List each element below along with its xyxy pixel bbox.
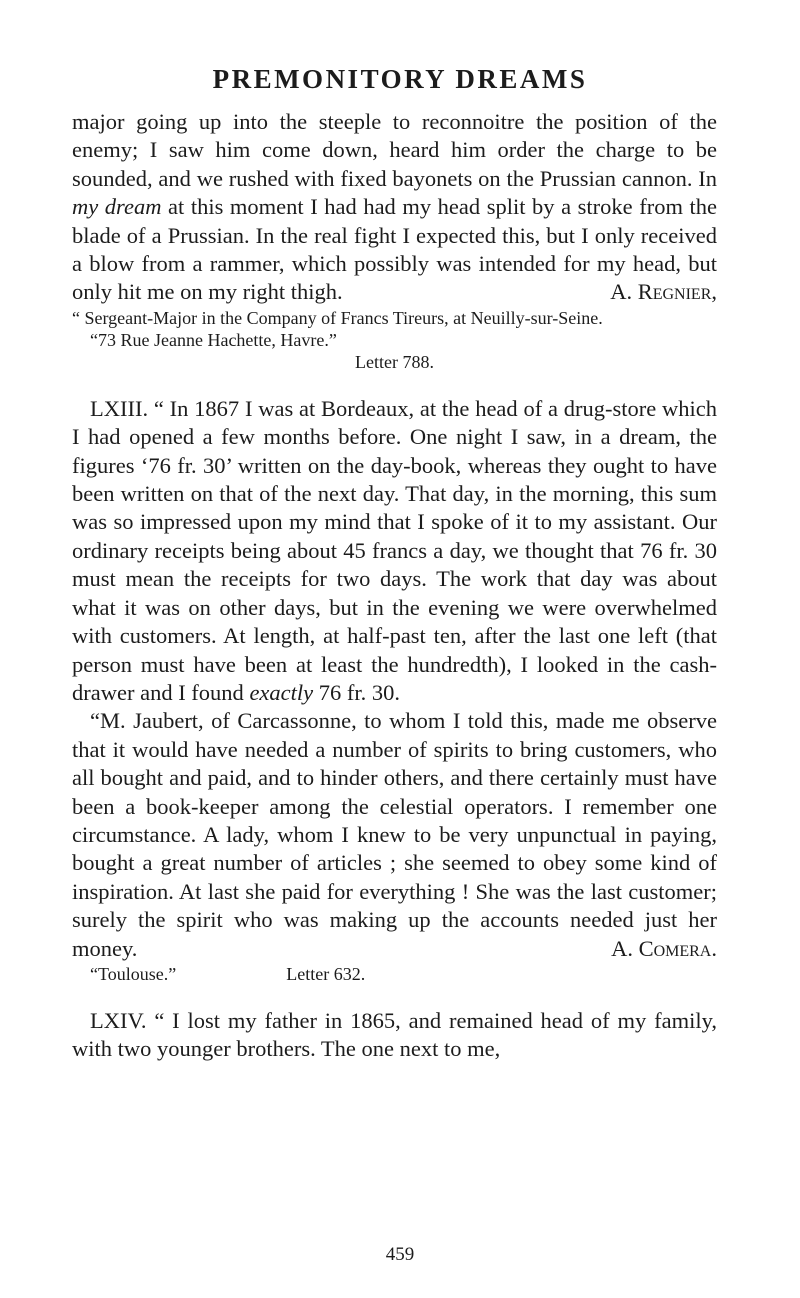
page-number: 459 bbox=[385, 1244, 415, 1265]
paragraph-lxiv: LXIV. “ I lost my father in 1865, and remained head of my family, with two younger brothers. The one next to me, bbox=[72, 1008, 717, 1062]
text-run: LXIII. “ In 1867 I was at Bordeaux, at the head of a drug-store which I had opened a few months before. One night I saw, in a dream, the figures ‘76 fr. 30’ written on the day-book, whereas they ought to have been written on that of the next day. That day, in the morning, this sum was so impressed upon my mind that I spoke of it to my assistant. Our ordinary receipts being about 45 francs a day, we thought that 76 fr. 30 must mean the receipts for two days. The work that day was about what it was on other days, but in the evening we were overwhelmed with customers. At length, at half-past ten, after the last one left (that person must have been at least the hundredth), I looked in the cash-drawer and I found bbox=[72, 395, 717, 705]
signature-address: “73 Rue Jeanne Hachette, Havre.” bbox=[90, 329, 337, 350]
text-run: 76 fr. 30. bbox=[313, 679, 401, 705]
page-body bbox=[72, 108, 717, 1064]
letter-reference: Letter 632. bbox=[286, 964, 366, 984]
signature-place-line bbox=[72, 963, 717, 985]
text-run: “M. Jaubert, of Carcassonne, to whom I told this, made me observe that it would have needed a number of spirits to bring customers, who all bought and paid, and to hinder others, and there certainly must have been a book-keeper among the celestial operators. I remember one circumstance. A lady, whom I knew to be very unpunctual in paying, bought a great number of articles ; she seemed to obey some kind of inspiration. At last she paid for everything ! She was the last customer; surely the spirit who was making up the accounts needed just her money. bbox=[72, 708, 717, 961]
signature: A. Comera. bbox=[611, 935, 717, 961]
text-run: at this moment I had had my head split by a stroke from the blade of a Prussian. In the real fight I expected this, but I only received a blow from a rammer, which possibly was intended for my head, but only hit me on my right thigh. bbox=[72, 194, 717, 305]
italic-run: my dream bbox=[72, 194, 162, 220]
signature: A. Regnier, bbox=[610, 279, 717, 305]
signature-place: “Toulouse.” bbox=[90, 964, 177, 984]
paragraph-lxiii-cont bbox=[72, 707, 717, 963]
text-run: major going up into the steeple to reconnoitre the position of the enemy; I saw him come down, heard him order the charge to be sounded, and we rushed with fixed bayonets on the Prussian cannon. In bbox=[72, 109, 717, 191]
signature-line bbox=[72, 935, 717, 963]
italic-run: exactly bbox=[249, 679, 314, 705]
running-header: PREMONITORY DREAMS bbox=[212, 64, 588, 94]
paragraph-lxiii bbox=[72, 395, 717, 707]
signature-address: “ Sergeant-Major in the Company of Francs Tireurs, at Neuilly-sur-Seine. bbox=[72, 307, 603, 328]
paragraph-continuation bbox=[72, 108, 717, 307]
letter-reference: Letter 788. bbox=[355, 351, 434, 372]
